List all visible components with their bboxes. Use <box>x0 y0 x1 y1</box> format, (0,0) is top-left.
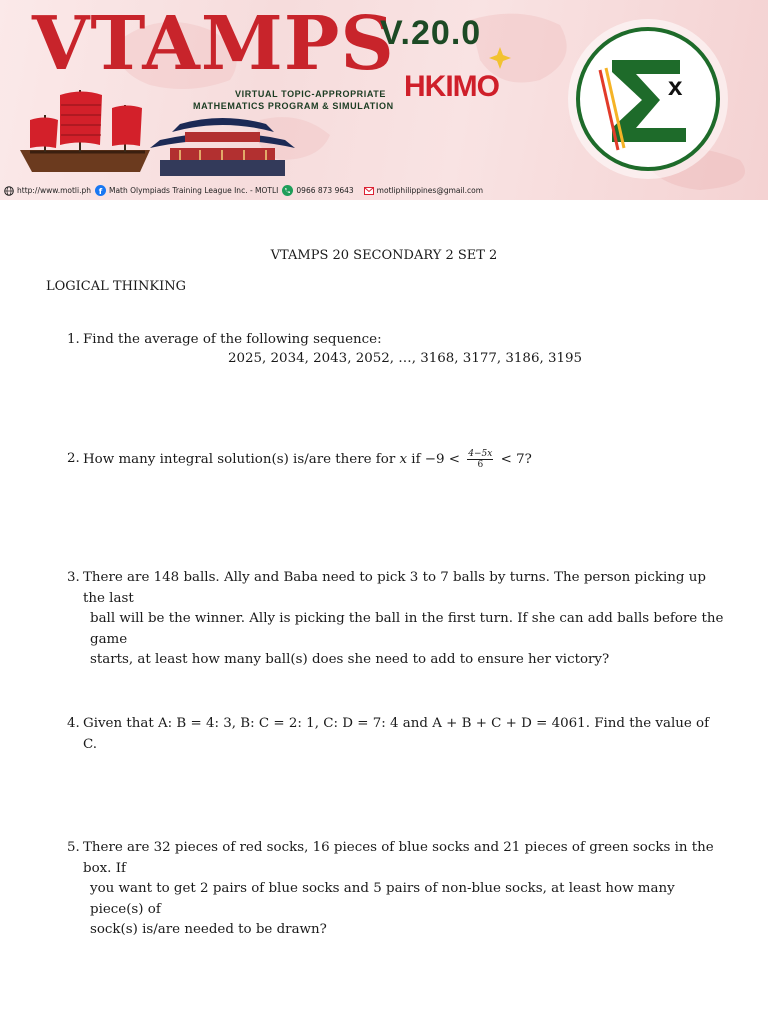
svg-text:x: x <box>668 71 683 101</box>
question-text: Find the average of the following sequence: <box>83 332 382 347</box>
phone-contact[interactable] <box>282 185 353 196</box>
junk-boat-icon <box>20 90 150 172</box>
version-label: V.20.0 <box>380 14 482 52</box>
phone-number[interactable]: 0966 873 9643 <box>296 186 354 195</box>
question-number: 2. <box>67 451 80 466</box>
phone-icon <box>282 185 293 196</box>
question-number: 1. <box>67 332 80 347</box>
question-text-part: How many integral solution(s) is/are there for <box>83 452 400 467</box>
website-link[interactable]: http://www.motli.ph <box>17 186 91 195</box>
facebook-contact[interactable] <box>95 185 278 196</box>
question-number: 5. <box>67 840 80 855</box>
question-text-line: There are 32 pieces of red socks, 16 pieces of blue socks and 21 pieces of green socks in the box. If <box>83 840 714 876</box>
variable-x: x <box>399 452 408 467</box>
website-contact[interactable] <box>4 186 91 196</box>
hkimo-logo <box>404 70 499 104</box>
question-number: 4. <box>67 716 80 731</box>
facebook-icon <box>95 185 106 196</box>
tagline-line2: MATHEMATICS PROGRAM & SIMULATION <box>193 101 394 111</box>
question-text-part: if −9 < <box>407 452 465 467</box>
question-number: 3. <box>67 570 80 585</box>
question-5 <box>67 838 727 941</box>
question-text <box>67 449 727 471</box>
hkimo-logo-text: HKIMO <box>404 70 499 103</box>
question-text-part: < 7? <box>496 452 532 467</box>
section-heading: LOGICAL THINKING <box>46 279 187 294</box>
contact-bar <box>0 181 768 200</box>
sequence-text: 2025, 2034, 2043, 2052, …, 3168, 3177, 3186, 3195 <box>227 351 583 366</box>
question-text: Given that A: B = 4: 3, B: C = 2: 1, C: D = 7: 4 and A + B + C + D = 4061. Find the value of C. <box>83 716 710 752</box>
svg-text:f: f <box>98 187 103 196</box>
globe-icon <box>4 186 14 196</box>
mail-icon <box>364 187 374 195</box>
question-text-line: you want to get 2 pairs of blue socks and 5 pairs of non-blue socks, at least how many piece(s) of <box>90 881 675 917</box>
vtamps-logo-title: VTAMPS <box>32 1 395 87</box>
question-4 <box>67 714 727 755</box>
question-2 <box>67 449 727 471</box>
question-3 <box>67 568 727 671</box>
fraction-numerator: 4−5x <box>468 449 493 459</box>
question-1 <box>67 330 727 351</box>
fraction-denominator: 6 <box>477 460 484 470</box>
facebook-link[interactable]: Math Olympiads Training League Inc. - MOTLI <box>108 186 279 195</box>
question-text-line: sock(s) is/are needed to be drawn? <box>90 922 327 937</box>
motli-seal-icon <box>568 19 728 179</box>
tagline-line1: VIRTUAL TOPIC-APPROPRIATE <box>235 89 387 99</box>
header-banner <box>0 0 768 200</box>
fraction <box>467 449 493 470</box>
document-title: VTAMPS 20 SECONDARY 2 SET 2 <box>270 248 498 263</box>
question-text-line: ball will be the winner. Ally is picking the ball in the first turn. If she can add balls before the game <box>90 611 724 647</box>
email-address[interactable]: motliphilippines@gmail.com <box>376 186 484 195</box>
question-text-line: starts, at least how many ball(s) does she need to add to ensure her victory? <box>90 652 610 667</box>
question-text-line: There are 148 balls. Ally and Baba need to pick 3 to 7 balls by turns. The person picking up the last <box>83 570 706 606</box>
email-contact[interactable] <box>364 186 483 195</box>
